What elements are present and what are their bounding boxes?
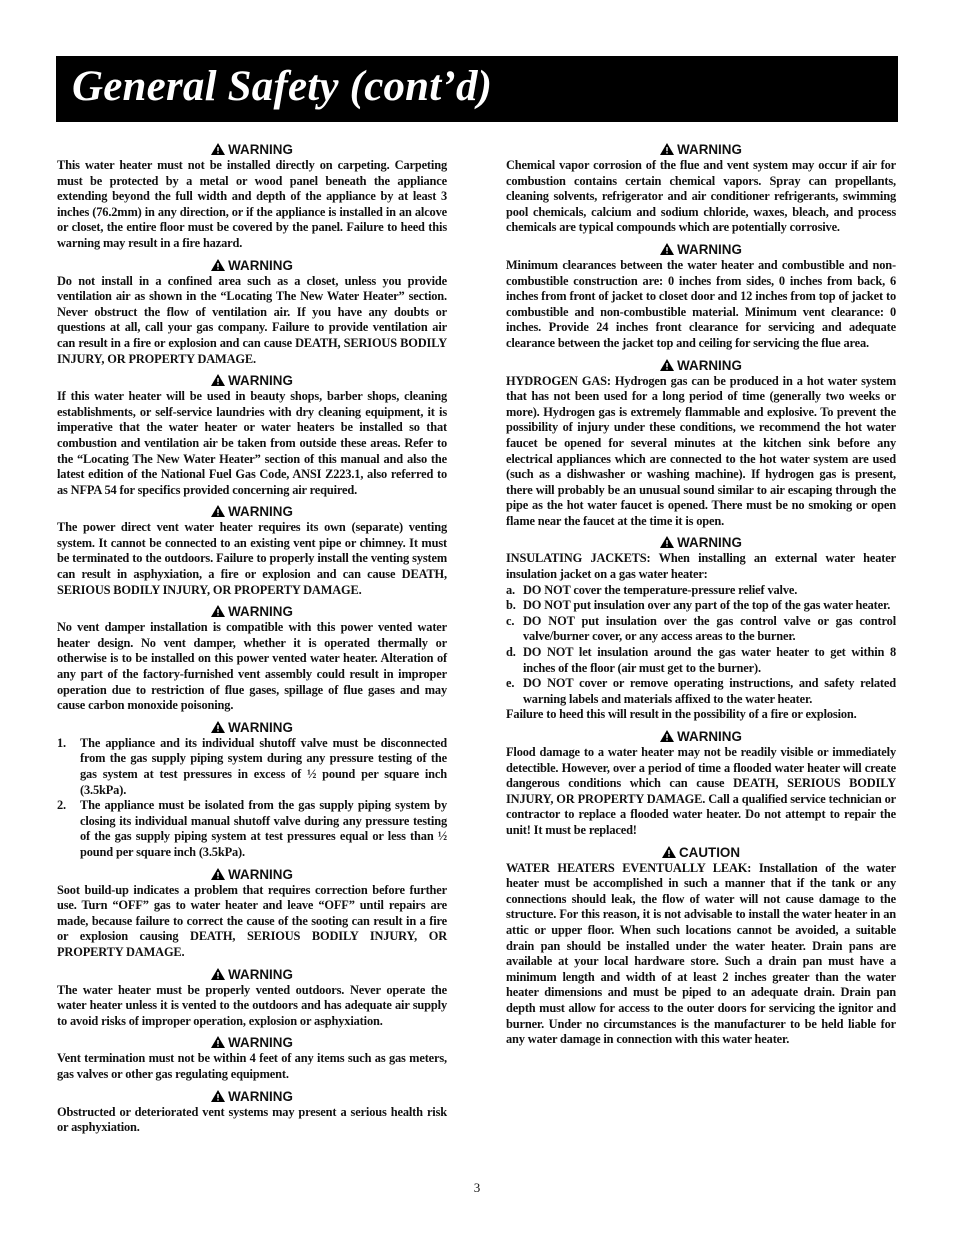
warning-triangle-icon	[211, 1036, 225, 1048]
warning-triangle-icon	[211, 1090, 225, 1102]
warning-outro: Failure to heed this will result in the possibility of a fire or explosion.	[506, 707, 857, 722]
warning-soot	[57, 866, 447, 961]
warning-text: No vent damper installation is compatible with this power vented water heater design. No vent damper, whether it is operated thermally or otherwise is to be installed on this power vented water heater. Alteration of any part of the factory-furnished vent assembly could result in improper operation due to restriction of flue gases, spillage of flue gases and may cause carbon monoxide poisoning.	[57, 620, 447, 713]
warning-vented-outdoors	[57, 966, 447, 1030]
warning-triangle-icon	[660, 730, 674, 742]
warning-heading: WARNING	[57, 1088, 447, 1105]
warning-carpeting	[57, 141, 447, 252]
warning-text: Soot build-up indicates a problem that requires correction before further use. Turn “OFF” gas to water heater and leave “OFF” until repairs are made, because failure to correct the cause of the sooting can result in a fire or explosion causing DEATH, SERIOUS BODILY INJURY, OR PROPERTY DAMAGE.	[57, 882, 447, 959]
warning-triangle-icon	[660, 536, 674, 548]
warning-triangle-icon	[211, 721, 225, 733]
warning-obstructed-vent	[57, 1088, 447, 1136]
warning-text: Vent termination must not be within 4 feet of any items such as gas meters, gas valves or other gas regulating equipment.	[57, 1051, 447, 1081]
warning-triangle-icon	[660, 143, 674, 155]
warning-text: Do not install in a confined area such as a closet, unless you provide ventilation air as shown in the “Locating The New Water Heater” section. Never obstruct the flow of ventilation air. If you have any doubts or questions at all, call your gas company. Failure to provide ventilation air can result in a fire or explosion and can cause DEATH, SERIOUS BODILY INJURY, OR PROPERTY DAMAGE.	[57, 273, 447, 366]
list-item: b. DO NOT put insulation over any part of the top of the gas water heater.	[506, 598, 891, 613]
warning-heading: WARNING	[506, 241, 896, 258]
page-number: 3	[473, 1180, 481, 1195]
title-banner	[56, 56, 898, 122]
warning-heading: WARNING	[57, 257, 447, 274]
warning-heading: WARNING	[57, 866, 447, 883]
warning-triangle-icon	[211, 505, 225, 517]
warning-triangle-icon	[211, 868, 225, 880]
warning-heading: WARNING	[506, 534, 896, 551]
warning-vent-damper	[57, 603, 447, 714]
warning-heading: WARNING	[57, 141, 447, 158]
warning-clearances	[506, 241, 896, 352]
lettered-list	[506, 583, 896, 708]
right-column	[506, 141, 896, 1053]
warning-text: The power direct vent water heater requires its own (separate) venting system. It cannot be connected to an existing vent pipe or chimney. It must be terminated to the outdoors. Failure to properly install the venting system can result in asphyxiation, a fire or explosion and can cause DEATH, SERIOUS BODILY INJURY, OR PROPERTY DAMAGE.	[57, 520, 447, 597]
warning-shutoff-valve	[57, 719, 447, 861]
warning-heading: WARNING	[57, 966, 447, 983]
list-item: a. DO NOT cover the temperature-pressure relief valve.	[506, 582, 798, 597]
warning-text: Flood damage to a water heater may not be readily visible or immediately detectible. However, over a period of time a flooded water heater will create dangerous conditions which can cause DEATH, SERIOUS BODILY INJURY, OR PROPERTY DAMAGE. Call a qualified service technician or contractor to replace a flooded water heater. Do not attempt to repair the unit! It must be replaced!	[506, 745, 896, 837]
warning-text: The water heater must be properly vented outdoors. Never operate the water heater unless it is vented to the outdoors and has adequate air supply to avoid risks of improper operation, explosion or asphyxiation.	[57, 982, 447, 1028]
warning-triangle-icon	[211, 374, 225, 386]
warning-triangle-icon	[211, 143, 225, 155]
warning-heading: WARNING	[506, 357, 896, 374]
warning-text: Obstructed or deteriorated vent systems may present a serious health risk or asphyxiation.	[57, 1104, 447, 1135]
warning-heading: WARNING	[57, 719, 447, 736]
warning-insulating-jackets	[506, 534, 896, 723]
warning-triangle-icon	[211, 968, 225, 980]
warning-heading: WARNING	[57, 603, 447, 620]
list-item: d. DO NOT let insulation around the gas water heater to get within 8 inches of the floor (air must get to the burner).	[506, 645, 896, 675]
warning-intro: INSULATING JACKETS: When installing an external water heater insulation jacket on a gas water heater:	[506, 551, 896, 582]
warning-flood-damage	[506, 728, 896, 839]
warning-text: This water heater must not be installed directly on carpeting. Carpeting must be protected by a metal or wood panel beneath the appliance extending beyond the full width and depth of the appliance by at least 3 inches (76.2mm) in any direction, or if the appliance is installed in an alcove or closet, the entire floor must be covered by the panel. Failure to heed this warning may result in a fire hazard.	[57, 158, 447, 250]
warning-beauty-shops	[57, 372, 447, 498]
warning-venting-system	[57, 503, 447, 598]
warning-triangle-icon	[662, 846, 676, 858]
warning-confined-area	[57, 257, 447, 368]
caution-heading: CAUTION	[506, 844, 896, 861]
warning-heading: WARNING	[506, 728, 896, 745]
warning-hydrogen-gas	[506, 357, 896, 530]
list-item: e. DO NOT cover or remove operating instructions, and safety related warning labels and materials affixed to the water heater.	[506, 676, 896, 706]
warning-triangle-icon	[211, 605, 225, 617]
warning-vent-termination	[57, 1034, 447, 1082]
warning-text: HYDROGEN GAS: Hydrogen gas can be produced in a hot water system that has not been used for a long period of time (generally two weeks or more). Hydrogen gas is extremely flammable and explosive. To prevent the possibility of injury under these conditions, we recommend the hot water faucet be opened for several minutes at the kitchen sink before any electrical appliances which are connected to the hot water system are used (such as a dishwasher or washing machine). If hydrogen gas is present, there will probably be an unusual sound similar to air escaping through the pipe as the hot water faucet is opened. There must be no smoking or open flame near the faucet at the time it is open.	[506, 373, 896, 528]
page-title: General Safety (cont’d)	[72, 63, 493, 110]
list-item: c. DO NOT put insulation over the gas control valve or gas control valve/burner cover, or any access areas to the burner.	[506, 613, 896, 644]
list-item: 2. The appliance must be isolated from the gas supply piping system by closing its individual manual shutoff valve during any pressure testing of the gas supply piping system at test pressures equal or less than ½ pound per square inch (3.5kPa).	[57, 798, 447, 859]
warning-triangle-icon	[660, 243, 674, 255]
warning-heading: WARNING	[57, 372, 447, 389]
warning-text: Chemical vapor corrosion of the flue and vent system may occur if air for combustion contains certain chemical vapors. Spray can propellants, cleaning solvents, refrigerator and air conditioner refrigerants, swimming pool chemicals, calcium and sodium chloride, waxes, bleach, and process chemicals are typical compounds which are potentially corrosive.	[506, 158, 896, 235]
warning-text: Minimum clearances between the water heater and combustible and non-combustible construction are: 0 inches from sides, 0 inches from back, 6 inches from front of jacket to closet door and 12 inches from top of jacket to combustible and non-combustible material. Minimum vent clearance: 0 inches. Provide 24 inches front clearance for servicing and adequate clearance between the jacket top and ceiling for servicing the flue area.	[506, 257, 896, 350]
caution-text: WATER HEATERS EVENTUALLY LEAK: Installation of the water heater must be accomplished in such a manner that if the tank or any connections should leak, the flow of water will not cause damage to the structure. For this reason, it is not advisable to install the water heater in an attic or upper floor. When such locations cannot be avoided, a suitable drain pan should be installed under the water heater. Drain pans are available at your local hardware store. Such a drain pan must have a minimum length and width of at least 2 inches greater than the water heater dimensions and must be piped to an adequate drain. Drain pan depth must allow for access to the outer doors for servicing the ignitor and burner. Under no circumstances is the manufacturer to be held liable for any water damage in connection with this water heater.	[506, 860, 896, 1047]
warning-text: If this water heater will be used in beauty shops, barber shops, cleaning establishments, or self-service laundries with dry cleaning equipment, it is imperative that the water heater or water heaters be installed so that combustion and ventilation air be taken from outside these areas. Refer to the “Locating The New Water Heater” section of this manual and also the latest edition of the National Fuel Gas Code, ANSI Z223.1, also referred to as NFPA 54 for specifics provided concerning air required.	[57, 389, 447, 497]
warning-heading: WARNING	[57, 1034, 447, 1051]
left-column	[57, 141, 447, 1141]
numbered-list	[57, 736, 447, 861]
warning-heading: WARNING	[57, 503, 447, 520]
warning-triangle-icon	[211, 259, 225, 271]
warning-heading: WARNING	[506, 141, 896, 158]
warning-chemical-vapor	[506, 141, 896, 236]
list-item: 1. The appliance and its individual shutoff valve must be disconnected from the gas supply piping system during any pressure testing of the gas system at test pressures in excess of ½ pound per square inch (3.5kPa).	[57, 735, 447, 797]
warning-triangle-icon	[660, 359, 674, 371]
caution-water-heaters-leak	[506, 844, 896, 1048]
